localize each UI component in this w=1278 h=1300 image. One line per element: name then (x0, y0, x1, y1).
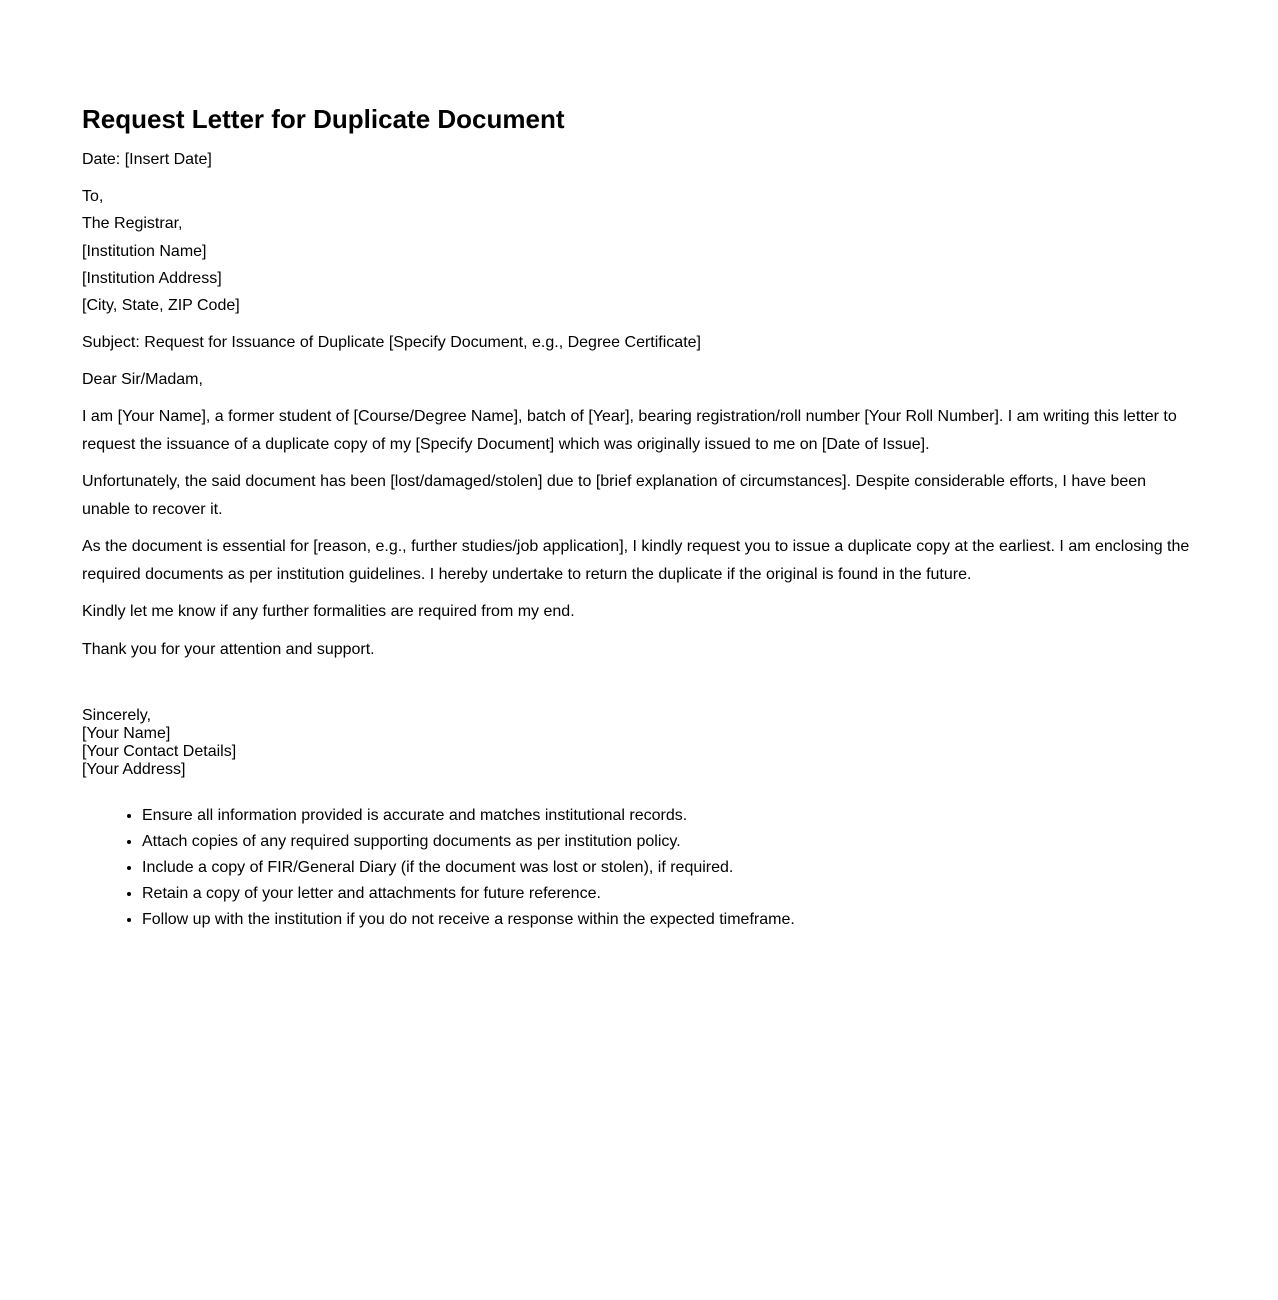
recipient-line: The Registrar, (82, 215, 183, 233)
body-paragraph: As the document is essential for [reason, e.g., further studies/job application], I kindly request you to issue a duplicate copy at the earliest. I am enclosing the required documents as per institution guidelines. I hereby undertake to return the duplicate if the original is found in the future. (82, 538, 1190, 583)
recipient-line: [Institution Name] (82, 242, 207, 260)
list-item: • Attach copies of any required supporting documents as per institution policy. (142, 829, 1198, 855)
signature-line: [Your Contact Details] (82, 743, 237, 761)
recipient-block (82, 183, 1198, 319)
subject-line: Subject: Request for Issuance of Duplicate [Specify Document, e.g., Degree Certificate] (82, 334, 701, 352)
signature-line: [Your Name] (82, 725, 171, 743)
recipient-line: To, (82, 188, 104, 205)
recipient-line: [Institution Address] (82, 269, 222, 287)
body-paragraph: Unfortunately, the said document has been [lost/damaged/stolen] due to [brief explanation of circumstances]. Despite considerable efforts, I have been unable to recover it. (82, 473, 1147, 518)
tips-list (82, 803, 1198, 933)
list-item: • Retain a copy of your letter and attachments for future reference. (142, 881, 1198, 907)
page-title: Request Letter for Duplicate Document (82, 104, 565, 134)
signature-line: Sincerely, (82, 707, 152, 725)
signature-block (82, 707, 1198, 779)
recipient-line: [City, State, ZIP Code] (82, 297, 240, 315)
body-paragraph: Kindly let me know if any further formalities are required from my end. (82, 603, 575, 621)
date-line: Date: [Insert Date] (82, 151, 212, 168)
list-item: • Ensure all information provided is accurate and matches institutional records. (142, 803, 1198, 829)
list-item: • Follow up with the institution if you do not receive a response within the expected timeframe. (142, 907, 1198, 933)
signature-line: [Your Address] (82, 761, 186, 779)
body-paragraph: I am [Your Name], a former student of [Course/Degree Name], batch of [Year], bearing registration/roll number [Your Roll Number]. I am writing this letter to request the issuance of a duplicate copy of my [Specify Document] which was originally issued to me on [Date of Issue]. (82, 408, 1177, 453)
list-item: • Include a copy of FIR/General Diary (if the document was lost or stolen), if required. (142, 855, 1198, 881)
body-paragraph: Thank you for your attention and support. (82, 640, 375, 658)
salutation: Dear Sir/Madam, (82, 371, 203, 389)
